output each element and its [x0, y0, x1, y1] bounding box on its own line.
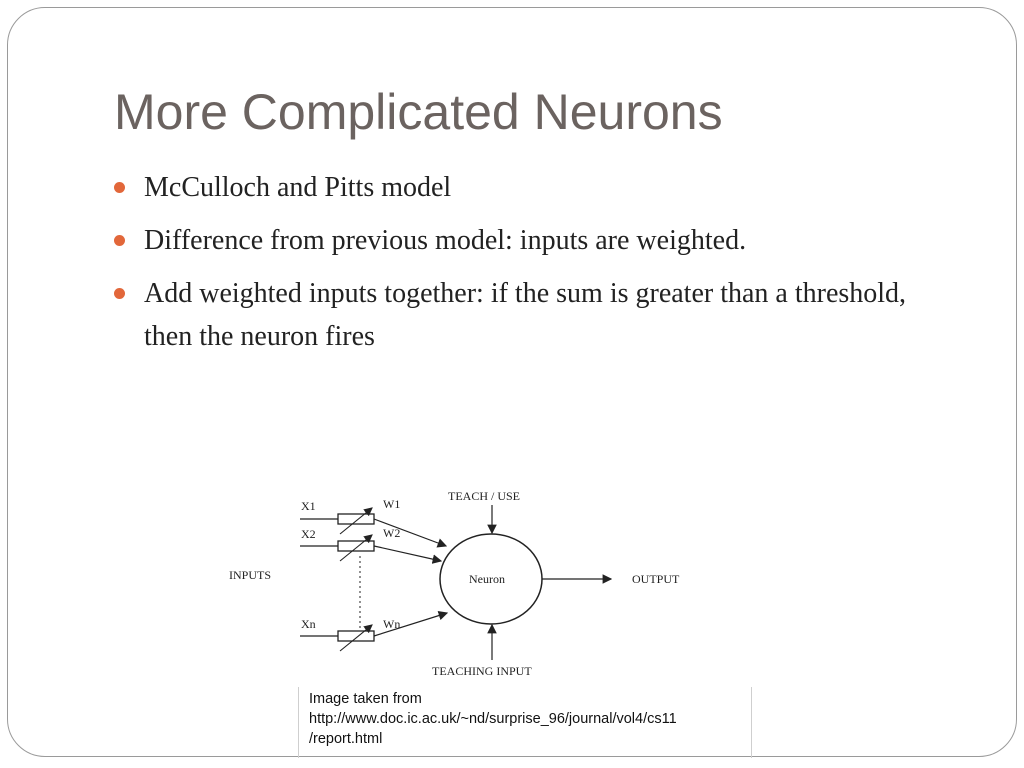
bullet-item — [114, 272, 934, 358]
image-caption — [298, 687, 752, 758]
weight-box-w1 — [338, 514, 374, 524]
label-teaching-input: TEACHING INPUT — [432, 664, 532, 678]
bullet-text: Difference from previous model: inputs are weighted. — [144, 225, 747, 256]
bullet-dot-icon — [114, 182, 125, 193]
weight-line-w2 — [374, 546, 441, 561]
bullet-dot-icon — [114, 288, 125, 299]
label-w2: W2 — [383, 526, 401, 540]
bullet-text: Add weighted inputs together: if the sum is greater than a threshold, then the neuron fires — [144, 278, 907, 352]
label-wn: Wn — [383, 617, 401, 631]
label-neuron: Neuron — [469, 572, 505, 586]
bullet-dot-icon — [114, 235, 125, 246]
caption-line: Image taken from — [309, 691, 422, 707]
caption-url-line: http://www.doc.ic.ac.uk/~nd/surprise_96/journal/vol4/cs11 — [309, 711, 677, 727]
label-x1: X1 — [301, 499, 316, 513]
bullet-item — [114, 219, 934, 262]
weight-box-wn — [338, 631, 374, 641]
label-inputs: INPUTS — [229, 568, 272, 582]
label-w1: W1 — [383, 497, 401, 511]
slide-title: More Complicated Neurons — [114, 84, 723, 140]
bullet-text: McCulloch and Pitts model — [144, 172, 452, 203]
bullet-list — [114, 166, 934, 368]
caption-url-line: /report.html — [309, 731, 383, 747]
label-output: OUTPUT — [632, 572, 680, 586]
neuron-diagram — [222, 478, 722, 688]
label-teach-use: TEACH / USE — [448, 489, 520, 503]
label-x2: X2 — [301, 527, 316, 541]
label-xn: Xn — [301, 617, 316, 631]
bullet-item — [114, 166, 934, 209]
weight-box-w2 — [338, 541, 374, 551]
